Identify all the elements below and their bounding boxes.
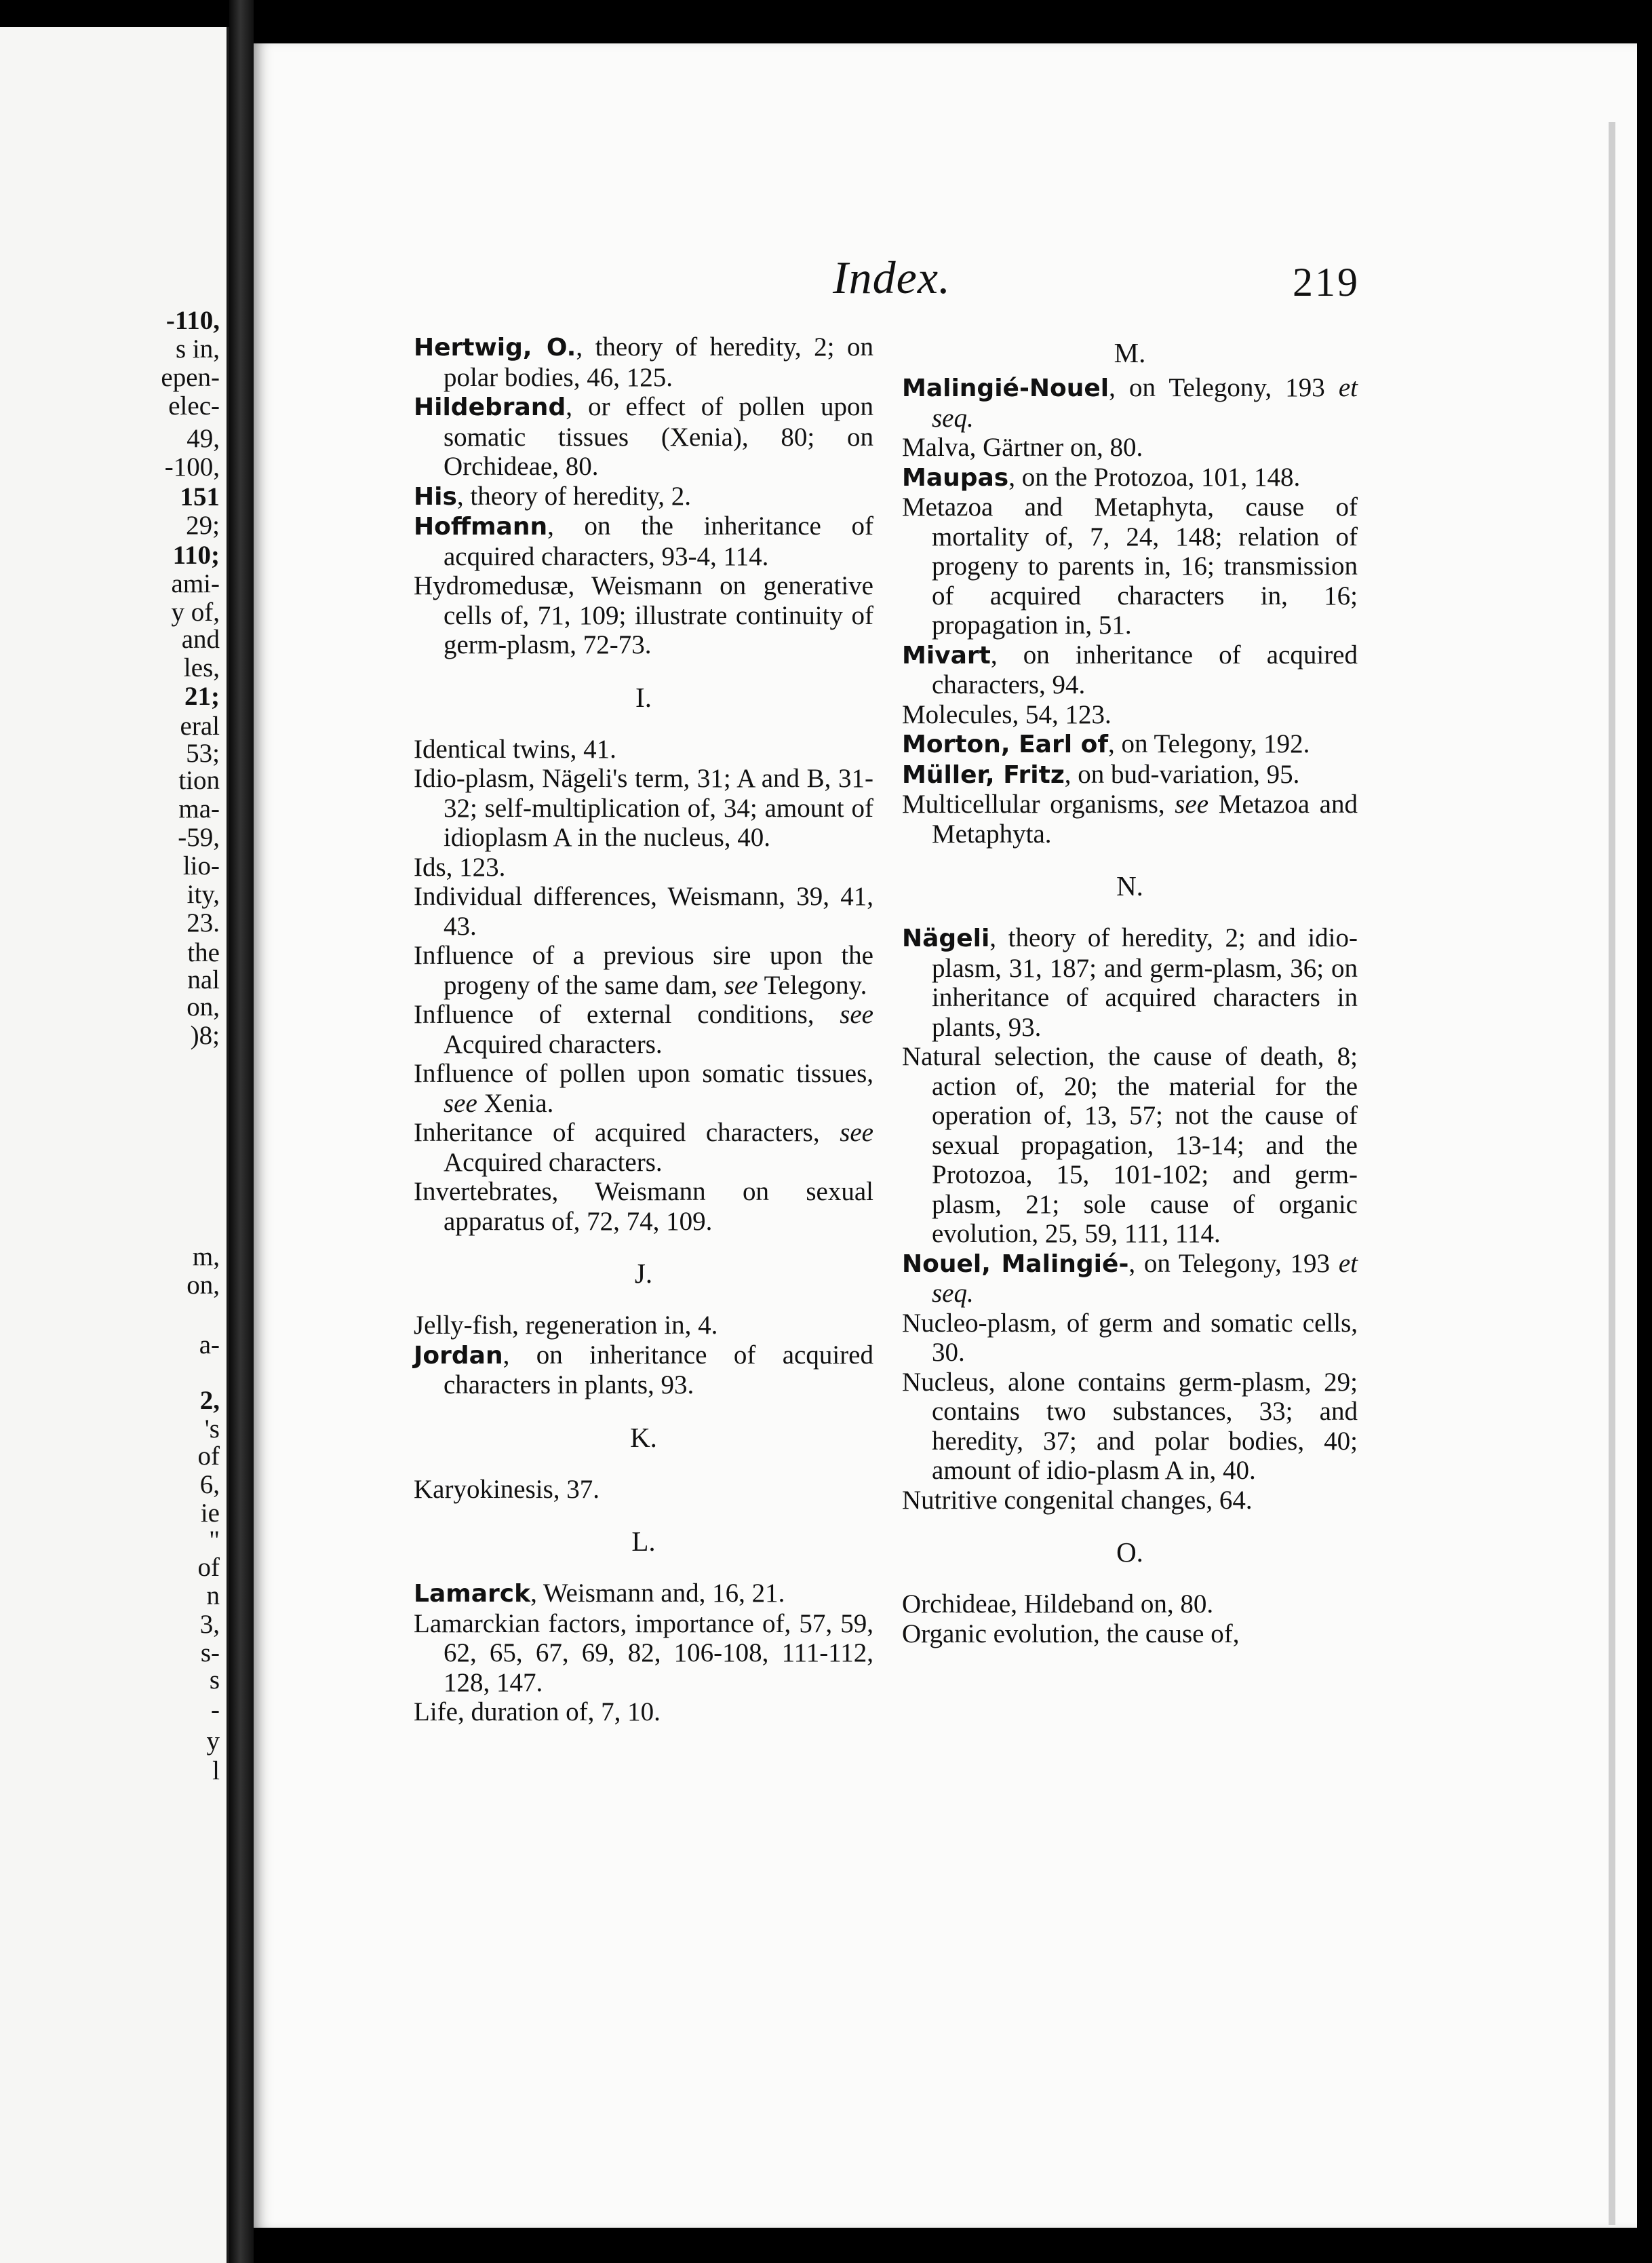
section-letter: N. xyxy=(1116,870,1143,902)
index-headword: Mivart xyxy=(902,641,991,670)
previous-page-fragment: 6, xyxy=(199,1470,220,1499)
previous-page-fragment: - xyxy=(211,1695,220,1724)
previous-page-fragment: 23. xyxy=(186,908,220,937)
previous-page-fragment: and xyxy=(181,625,220,654)
index-entry-text: , theory of heredity, 2; and idio-plasm, 31, 187; and germ-plasm, 36; on inheritance of acquired characters in plants, 93. xyxy=(932,923,1358,1042)
previous-page-fragment: -100, xyxy=(164,452,220,482)
index-headword: Lamarck xyxy=(414,1580,531,1608)
section-letter: O. xyxy=(1116,1536,1143,1568)
index-entry xyxy=(414,482,873,512)
previous-page-fragment: " xyxy=(209,1526,220,1555)
index-entry xyxy=(414,1118,873,1177)
page-number: 219 xyxy=(1293,260,1360,305)
index-entry-text: , theory of heredity, 2; on polar bodies, 46, 125. xyxy=(444,332,874,392)
index-entry-text: Malva, Gärtner on, 80. xyxy=(902,433,1143,462)
index-entry xyxy=(902,923,1358,1042)
index-entry-text: , on inheritance of acquired characters, 94. xyxy=(932,640,1358,699)
index-entry xyxy=(414,332,873,392)
index-entry xyxy=(414,1475,873,1505)
index-entry-text: Nucleo-plasm, of germ and somatic cells, 30. xyxy=(902,1308,1358,1367)
index-entry xyxy=(414,1697,873,1727)
index-headword: His xyxy=(414,482,457,511)
index-entry xyxy=(902,729,1358,760)
index-entry-text: Metazoa and Metaphyta, cause of mortality of, 7, 24, 148; relation of progeny to parents in, 16; transmission of acquired characters in, 16; propagation in, 51. xyxy=(902,492,1358,640)
cross-reference-target: Xenia. xyxy=(477,1088,554,1118)
index-entry xyxy=(902,1589,1358,1619)
previous-page-fragment: les, xyxy=(183,653,220,682)
index-entry xyxy=(902,640,1358,700)
index-entry-text: Hydromedusæ, Weismann on generative cells of, 71, 109; illustrate continuity of germ-plasm, 72-73. xyxy=(414,571,873,659)
cross-reference: see xyxy=(840,1118,873,1147)
cross-reference: see xyxy=(724,970,758,1000)
index-entry-text: , on Telegony, 193 xyxy=(1128,1248,1339,1278)
index-headword: Malingié-Nouel xyxy=(902,374,1109,402)
index-column-right xyxy=(902,332,1358,1648)
book-gutter xyxy=(229,0,254,2263)
previous-page-fragment: lio- xyxy=(182,851,220,881)
previous-page-fragment: ma- xyxy=(178,794,220,824)
previous-page-fragment: y of, xyxy=(171,598,220,627)
index-entry xyxy=(414,764,873,853)
index-entry-text: Influence of a previous sire upon the progeny of the same dam, xyxy=(414,941,873,1000)
index-entry xyxy=(902,790,1358,849)
previous-page-fragment: 53; xyxy=(186,739,220,768)
index-entry xyxy=(902,1042,1358,1249)
index-headword: Maupas xyxy=(902,463,1009,492)
previous-page-fragment: ity, xyxy=(186,880,220,909)
cross-reference: et seq. xyxy=(932,373,1358,433)
index-headword: Jordan xyxy=(414,1341,503,1370)
previous-page-fragment: 151 xyxy=(180,482,220,511)
index-headword: Müller, Fritz xyxy=(902,760,1065,789)
index-entry-text: Orchideae, Hildeband on, 80. xyxy=(902,1589,1214,1619)
index-entry xyxy=(902,760,1358,790)
index-entry xyxy=(902,463,1358,493)
index-entry xyxy=(414,1311,873,1340)
cross-reference: see xyxy=(840,1000,873,1029)
cross-reference: see xyxy=(1175,790,1209,819)
cross-reference-target: Metazoa and Metaphyta. xyxy=(932,790,1358,849)
section-letter: J. xyxy=(634,1258,653,1289)
index-entry-text: Life, duration of, 7, 10. xyxy=(414,1697,661,1726)
index-entry xyxy=(414,571,873,660)
index-entry xyxy=(414,392,873,482)
previous-page-fragment: -59, xyxy=(178,823,220,852)
previous-page-fragment: on, xyxy=(186,1271,220,1300)
previous-page-fragment: of xyxy=(197,1553,220,1582)
index-entry-text: Invertebrates, Weismann on sexual apparatus of, 72, 74, 109. xyxy=(414,1177,873,1236)
index-entry xyxy=(414,511,873,571)
previous-page-fragment: on, xyxy=(186,992,220,1022)
cross-reference: et seq. xyxy=(932,1248,1358,1308)
index-entry-text: Nucleus, alone contains germ-plasm, 29; contains two substances, 33; and heredity, 37; and polar bodies, 40; amount of idio-plasm A in, 40. xyxy=(902,1367,1358,1485)
cross-reference-target: Telegony. xyxy=(758,970,867,1000)
previous-page-fragment: 21; xyxy=(184,682,220,711)
previous-page-fragment: s in, xyxy=(175,334,220,364)
index-entry-text: , on inheritance of acquired characters in plants, 93. xyxy=(444,1340,873,1399)
cross-reference: see xyxy=(444,1088,477,1118)
running-head: Index. xyxy=(833,252,951,303)
index-entry xyxy=(902,1619,1358,1649)
index-entry-text: Influence of pollen upon somatic tissues, xyxy=(414,1059,873,1088)
index-entry xyxy=(902,433,1358,463)
index-entry-text: Jelly-fish, regeneration in, 4. xyxy=(414,1311,718,1340)
index-entry xyxy=(414,882,873,941)
index-entry-text: Molecules, 54, 123. xyxy=(902,699,1112,729)
index-entry xyxy=(414,1340,873,1400)
index-entry-text: Lamarckian factors, importance of, 57, 59, 62, 65, 67, 69, 82, 106-108, 111-112, 128, 147. xyxy=(414,1608,873,1697)
index-headword: Nägeli xyxy=(902,925,990,952)
previous-page-fragment: elec- xyxy=(168,391,220,421)
index-entry xyxy=(414,941,873,1000)
index-entry-text: Influence of external conditions, xyxy=(414,1000,840,1029)
index-column-left xyxy=(414,332,873,1727)
previous-page-edge xyxy=(0,27,231,2263)
previous-page-fragment: s xyxy=(209,1665,220,1695)
index-entry-text: , on Telegony, 192. xyxy=(1108,729,1310,758)
index-headword: Morton, Earl of xyxy=(902,731,1108,758)
previous-page-fragment: 's xyxy=(204,1414,220,1444)
index-entry xyxy=(902,1309,1358,1368)
index-entry xyxy=(902,700,1358,730)
index-entry-text: Identical twins, 41. xyxy=(414,734,616,764)
index-entry xyxy=(414,1000,873,1059)
index-entry-text: Organic evolution, the cause of, xyxy=(902,1619,1240,1648)
previous-page-fragment: of xyxy=(197,1442,220,1471)
previous-page-fragment: -110, xyxy=(165,306,220,335)
index-entry-text: , on the inheritance of acquired characters, 93-4, 114. xyxy=(444,511,873,571)
section-letter: K. xyxy=(630,1421,657,1453)
index-entry-text: Multicellular organisms, xyxy=(902,790,1175,819)
index-headword: Hoffmann xyxy=(414,513,548,541)
index-entry xyxy=(414,735,873,765)
index-entry-text: Ids, 123. xyxy=(414,852,506,882)
index-entry-text: Inheritance of acquired characters, xyxy=(414,1118,840,1147)
index-headword: Nouel, Malingié- xyxy=(902,1250,1129,1278)
previous-page-fragment: tion xyxy=(178,766,220,795)
index-entry-text: Idio-plasm, Nägeli's term, 31; A and B, 31-32; self-multiplication of, 34; amount of idioplasm A in the nucleus, 40. xyxy=(414,764,873,852)
index-entry-text: , on the Protozoa, 101, 148. xyxy=(1008,462,1301,492)
index-entry xyxy=(414,1579,873,1609)
previous-page-fragment: eral xyxy=(180,712,220,741)
previous-page-fragment: m, xyxy=(192,1242,220,1271)
section-letter: M. xyxy=(1114,337,1146,368)
previous-page-fragment: epen- xyxy=(161,363,220,392)
cross-reference-target: Acquired characters. xyxy=(444,1147,663,1177)
index-headword: Hildebrand xyxy=(414,393,566,421)
index-entry xyxy=(414,1609,873,1698)
previous-page-fragment: 49, xyxy=(186,424,220,453)
index-entry xyxy=(902,373,1358,433)
index-entry-text: Karyokinesis, 37. xyxy=(414,1474,600,1504)
previous-page-fragment: 3, xyxy=(199,1610,220,1639)
cross-reference-target: Acquired characters. xyxy=(444,1029,663,1059)
index-entry-text: , on bud-variation, 95. xyxy=(1064,759,1300,789)
index-entry-text: Individual differences, Weismann, 39, 41, 43. xyxy=(414,882,873,941)
previous-page-fragment: a- xyxy=(199,1330,220,1359)
page-edge-shadow xyxy=(1609,122,1615,2225)
previous-page-fragment: nal xyxy=(187,965,220,994)
previous-page-fragment: the xyxy=(187,938,220,967)
previous-page-fragment: l xyxy=(212,1756,220,1785)
index-entry-text: , or effect of pollen upon somatic tissues (Xenia), 80; on Orchideae, 80. xyxy=(444,392,873,481)
index-entry xyxy=(902,1249,1358,1309)
index-entry-text: Nutritive congenital changes, 64. xyxy=(902,1485,1253,1515)
index-entry-text: Natural selection, the cause of death, 8; action of, 20; the material for the operation of, 13, 57; not the cause of sexual propagation, 13-14; and the Protozoa, 15, 101-102; and germ-plasm, 21; sole cause of organic evolution, 25, 59, 111, 114. xyxy=(902,1042,1358,1248)
index-headword: Hertwig, O. xyxy=(414,334,576,362)
previous-page-fragment: ami- xyxy=(171,569,220,598)
previous-page-fragment: y xyxy=(206,1726,220,1756)
index-entry xyxy=(902,1368,1358,1486)
previous-page-fragment: 110; xyxy=(172,541,220,570)
previous-page-fragment: 2, xyxy=(199,1386,220,1415)
section-letter: L. xyxy=(631,1526,656,1557)
index-entry xyxy=(414,853,873,883)
previous-page-fragment: ie xyxy=(200,1498,220,1528)
previous-page-fragment: )8; xyxy=(190,1021,220,1050)
previous-page-fragment: n xyxy=(206,1581,220,1610)
index-entry xyxy=(414,1177,873,1236)
index-entry-text: , theory of heredity, 2. xyxy=(456,481,692,511)
index-entry xyxy=(902,1486,1358,1515)
index-entry xyxy=(414,1059,873,1118)
previous-page-fragment: 29; xyxy=(186,511,220,540)
section-letter: I. xyxy=(635,681,652,713)
index-entry xyxy=(902,492,1358,640)
previous-page-fragment: s- xyxy=(200,1638,220,1667)
index-entry-text: , Weismann and, 16, 21. xyxy=(530,1579,785,1608)
index-entry-text: , on Telegony, 193 xyxy=(1109,373,1339,402)
